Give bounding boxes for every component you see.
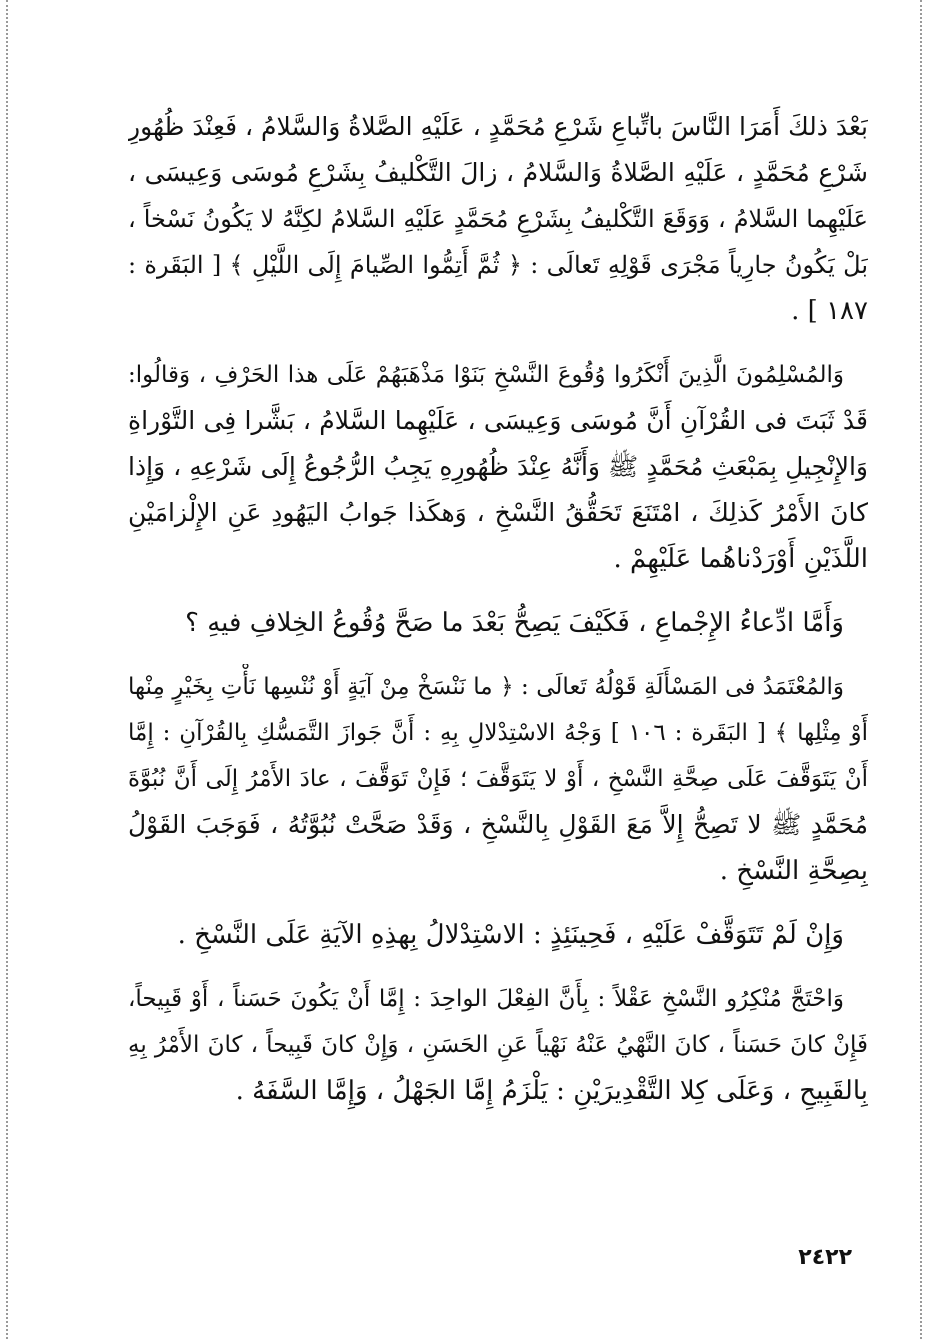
paragraph-gap [128, 582, 868, 600]
text-line: كانَ الأَمْرُ كَذلِكَ ، امْتَنَعَ تَحَقُّقُ النَّسْخِ ، وَهكَذا جَوابُ اليَهُودِ عَنِ الإِلْزامَيْنِ [128, 498, 868, 527]
text-line: اللَّذَيْنِ أَوْرَدْناهُما عَلَيْهِمْ . [613, 544, 868, 574]
text-line: ١٨٧ ] . [791, 296, 868, 326]
text-line: وَإِنْ لَمْ تَتَوَقَّفْ عَلَيْهِ ، فَحِينَئِذٍ : الاسْتِدْلالُ بِهذِهِ الآيَةِ عَلَى النَّسْخِ . [177, 920, 844, 950]
text-line: وَأَمَّا ادِّعاءُ الإِجْماعِ ، فَكَيْفَ يَصِحُّ بَعْدَ ما صَحَّ وُقُوعُ الخِلافِ فيهِ ؟ [185, 608, 844, 638]
text-line: بَعْدَ ذلكَ أَمَرَا النَّاسَ باتِّباعِ شَرْعِ مُحَمَّدٍ ، عَلَيْهِ الصَّلاةُ وَالسَّلامُ ، فَعِنْدَ ظُهُورِ [128, 112, 868, 141]
text-line: قَدْ ثَبَتَ فى القُرْآنِ أَنَّ مُوسَى وَعِيسَى ، عَلَيْهِما السَّلامُ ، بَشَّرا فِى التَّوْراةِ [128, 406, 868, 435]
text-line: أَوْ مِثْلِها ﴾ [ البَقَرة : ١٠٦ ] وَجْهُ الاسْتِدْلالِ بِهِ : أَنَّ جَوازَ التَّمَسُّكِ بِالقُرْآنِ : إِمَّا [128, 720, 868, 746]
text-line: وَالمُعْتَمَدُ فى المَسْأَلَةِ قَوْلُهُ تَعالَى : ﴿ ما نَنْسَخْ مِنْ آيَةٍ أَوْ نُنْسِها نَأْتِ بِخَيْرٍ مِنْها [128, 674, 844, 700]
text-line: أَنْ يَتَوَقَّفَ عَلَى صِحَّةِ النَّسْخِ ، أَوْ لا يَتَوَقَّفَ ؛ فَإِنْ تَوَقَّفَ ، عادَ الأَمْرُ إِلَى أَنَّ نُبُوَّةَ [128, 766, 868, 792]
text-line: مُحَمَّدٍ ﷺ لا تَصِحُّ إِلاَّ مَعَ القَوْلِ بِالنَّسْخِ ، وَقَدْ صَحَّتْ نُبُوَّتُهُ ، فَوَجَبَ القَوْلُ [128, 810, 868, 839]
text-line: بَلْ يَكُونُ جارِياً مَجْرَى قَوْلِهِ تَعالَى : ﴿ ثُمَّ أَتِمُّوا الصِّيامَ إِلَى اللَّيْلِ ﴾ [ البَقَرة : [128, 251, 868, 279]
left-dotted-guide [6, 0, 8, 1339]
text-line: فَإِنْ كانَ حَسَناً ، كانَ النَّهْيُ عَنْهُ نَهْياً عَنِ الحَسَنِ ، وَإِنْ كانَ قَبِيحاً ، كانَ الأَمْرُ بِهِ [128, 1032, 868, 1058]
text-line: وَالمُسْلِمُونَ الَّذِينَ أَنْكَرُوا وُقُوعَ النَّسْخِ بَنَوْا مَذْهَبَهُمْ عَلَى هذا الحَرْفِ ، وَقالُوا: [128, 362, 844, 388]
paragraph-gap [128, 894, 868, 912]
text-line: عَلَيْهِما السَّلامُ ، وَوَقَعَ التَّكْليفُ بِشَرْعِ مُحَمَّدٍ عَلَيْهِ السَّلامُ لكِنَّهُ لا يَكُونُ نَسْخاً ، [128, 205, 868, 233]
page-number: ٢٤٢٢ [798, 1245, 852, 1270]
text-line: وَاحْتَجَّ مُنْكِرُو النَّسْخِ عَقْلاً : بِأَنَّ الفِعْلَ الواحِدَ : إِمَّا أَنْ يَكُونَ حَسَناً ، أَوْ قَبِيحاً، [128, 986, 844, 1012]
paragraph-gap [128, 958, 868, 976]
right-dotted-guide [920, 0, 922, 1339]
text-line: وَالإِنْجِيلِ بِمَبْعَثِ مُحَمَّدٍ ﷺ وَأَنَّهُ عِنْدَ ظُهُورِهِ يَجِبُ الرُّجُوعُ إِلَى شَرْعِهِ ، وَإِذا [128, 452, 868, 481]
text-line: بِالقَبِيحِ ، وَعَلَى كِلا التَّقْدِيرَيْنِ : يَلْزَمُ إِمَّا الجَهْلُ ، وَإِمَّا السَّفَهُ . [235, 1076, 868, 1106]
text-line: بِصِحَّةِ النَّسْخِ . [719, 856, 868, 886]
paragraph-gap [128, 646, 868, 664]
page-body-text [128, 104, 868, 1114]
paragraph-gap [128, 334, 868, 352]
text-line: شَرْعِ مُحَمَّدٍ ، عَلَيْهِ الصَّلاةُ وَالسَّلامُ ، زالَ التَّكْليفُ بِشَرْعِ مُوسَى وَعِيسَى ، [128, 158, 868, 187]
